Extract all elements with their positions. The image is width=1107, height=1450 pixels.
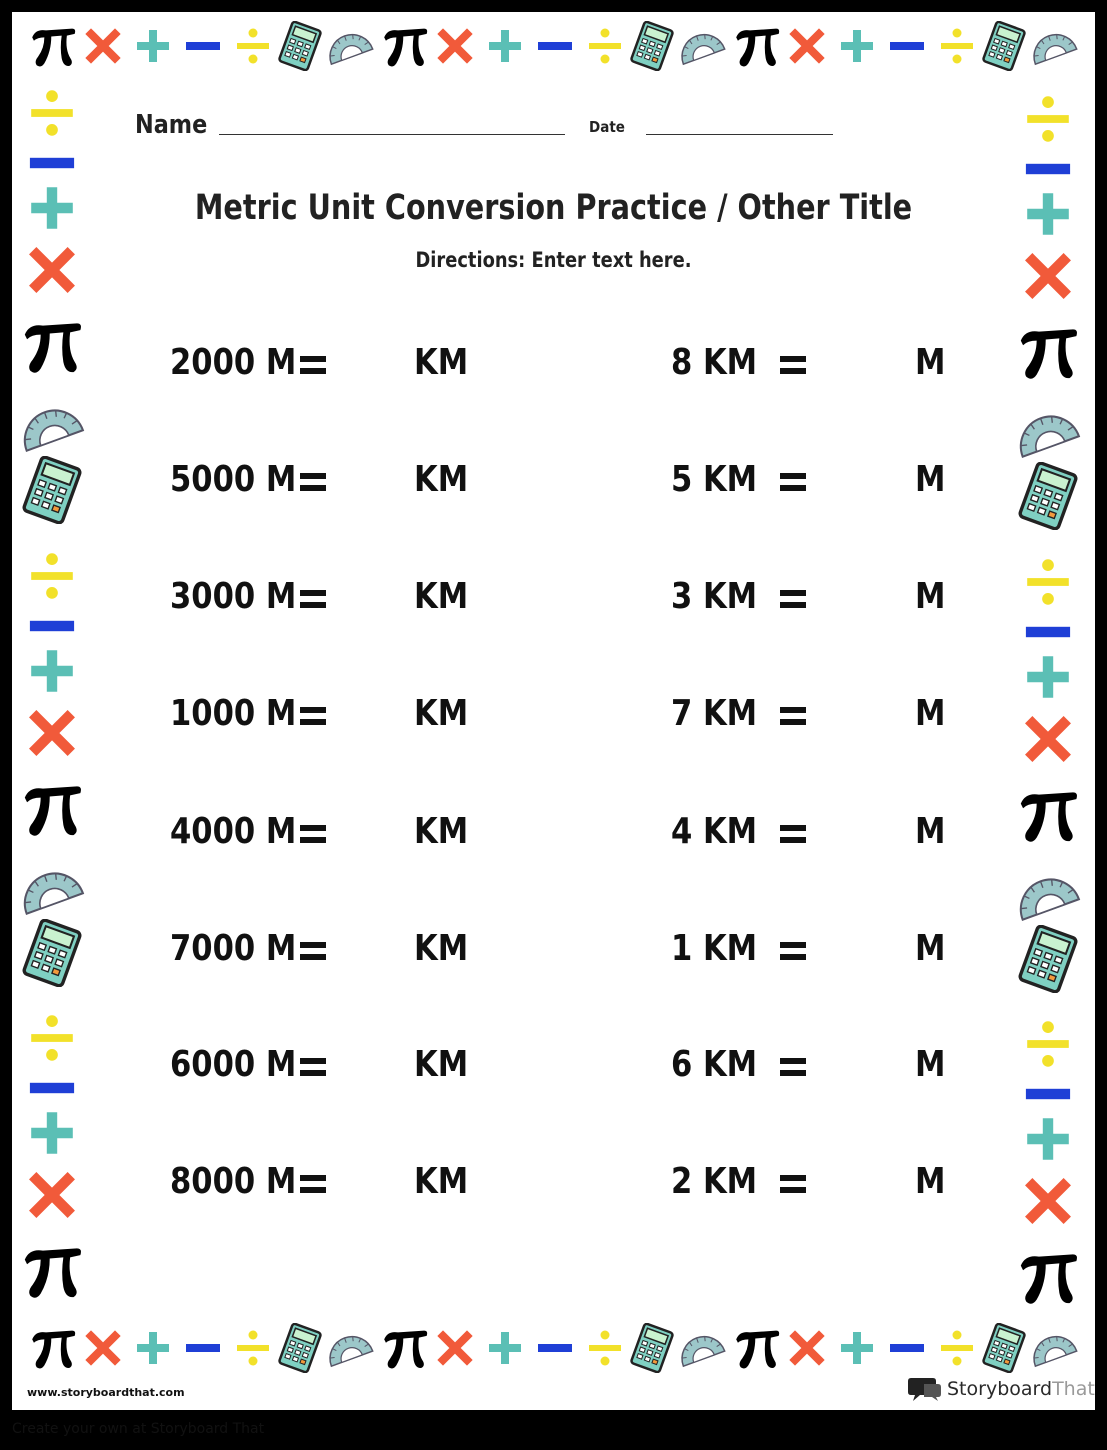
left-given-value: 7000 M	[170, 928, 297, 969]
brand-story: Storyboard	[947, 1378, 1053, 1400]
times-icon	[1022, 250, 1074, 302]
calculator-icon	[275, 21, 325, 71]
date-line	[646, 134, 833, 135]
storyboardthat-logo	[908, 1374, 1095, 1404]
left-target-unit: KM	[414, 811, 469, 852]
calculator-icon	[18, 919, 86, 987]
equals-sign	[300, 707, 326, 725]
right-given-value: 1 KM	[671, 928, 758, 969]
calculator-icon	[1014, 925, 1082, 993]
times-icon	[1022, 1175, 1074, 1227]
minus-icon	[535, 1328, 575, 1368]
times-icon	[26, 707, 78, 759]
calculator-icon	[1014, 462, 1082, 530]
left-given-value: 2000 M	[170, 342, 297, 383]
equals-sign	[780, 473, 806, 491]
name-line	[219, 134, 565, 135]
divide-icon	[1022, 1018, 1074, 1070]
footer-caption: Create your own at Storyboard That	[12, 1421, 265, 1437]
plus-icon	[26, 1107, 78, 1159]
calculator-icon	[275, 1323, 325, 1373]
equals-sign	[780, 942, 806, 960]
left-target-unit: KM	[414, 928, 469, 969]
protractor-icon	[325, 1323, 375, 1373]
date-label: Date	[589, 118, 625, 136]
plus-icon	[133, 1328, 173, 1368]
right-given-value: 2 KM	[671, 1161, 758, 1202]
pi-icon	[731, 20, 783, 72]
protractor-icon	[1029, 1323, 1079, 1373]
pi-icon	[1014, 318, 1082, 386]
pi-icon	[1014, 1243, 1082, 1311]
pi-icon	[27, 1322, 79, 1374]
divide-icon	[937, 1328, 977, 1368]
left-given-value: 5000 M	[170, 459, 297, 500]
divide-icon	[26, 550, 78, 602]
worksheet-page	[12, 12, 1095, 1410]
pi-icon	[18, 312, 86, 380]
worksheet-directions: Directions: Enter text here.	[415, 248, 692, 272]
equals-sign	[780, 1058, 806, 1076]
times-icon	[435, 1328, 475, 1368]
left-target-unit: KM	[414, 1044, 469, 1085]
equals-sign	[300, 825, 326, 843]
calculator-icon	[627, 1323, 677, 1373]
divide-icon	[26, 87, 78, 139]
protractor-icon	[325, 21, 375, 71]
protractor-icon	[1014, 861, 1082, 929]
left-given-value: 6000 M	[170, 1044, 297, 1085]
plus-icon	[837, 1328, 877, 1368]
plus-icon	[837, 26, 877, 66]
times-icon	[787, 1328, 827, 1368]
right-target-unit: M	[915, 928, 946, 969]
right-given-value: 4 KM	[671, 811, 758, 852]
protractor-icon	[1029, 21, 1079, 71]
right-target-unit: M	[915, 1161, 946, 1202]
divide-icon	[233, 26, 273, 66]
minus-icon	[535, 26, 575, 66]
minus-icon	[183, 1328, 223, 1368]
pi-icon	[27, 20, 79, 72]
plus-icon	[1022, 188, 1074, 240]
times-icon	[83, 1328, 123, 1368]
right-target-unit: M	[915, 1044, 946, 1085]
equals-sign	[780, 356, 806, 374]
left-given-value: 1000 M	[170, 693, 297, 734]
equals-sign	[300, 356, 326, 374]
equals-sign	[300, 1058, 326, 1076]
brand-that: That	[1052, 1378, 1095, 1400]
worksheet-title: Metric Unit Conversion Practice / Other Title	[194, 188, 913, 228]
equals-sign	[780, 707, 806, 725]
divide-icon	[937, 26, 977, 66]
divide-icon	[585, 1328, 625, 1368]
divide-icon	[26, 1012, 78, 1064]
pi-icon	[379, 20, 431, 72]
protractor-icon	[18, 855, 86, 923]
minus-icon	[887, 26, 927, 66]
right-target-unit: M	[915, 811, 946, 852]
minus-icon	[183, 26, 223, 66]
protractor-icon	[677, 1323, 727, 1373]
pi-icon	[18, 775, 86, 843]
plus-icon	[26, 182, 78, 234]
plus-icon	[133, 26, 173, 66]
divide-icon	[1022, 556, 1074, 608]
left-given-value: 3000 M	[170, 576, 297, 617]
left-target-unit: KM	[414, 1161, 469, 1202]
pi-icon	[18, 1237, 86, 1305]
storyboardthat-url: www.storyboardthat.com	[27, 1386, 185, 1399]
divide-icon	[1022, 93, 1074, 145]
right-target-unit: M	[915, 342, 946, 383]
protractor-icon	[18, 392, 86, 460]
equals-sign	[300, 590, 326, 608]
plus-icon	[26, 645, 78, 697]
protractor-icon	[677, 21, 727, 71]
times-icon	[26, 1169, 78, 1221]
equals-sign	[780, 825, 806, 843]
equals-sign	[300, 473, 326, 491]
divide-icon	[585, 26, 625, 66]
right-target-unit: M	[915, 459, 946, 500]
calculator-icon	[627, 21, 677, 71]
left-target-unit: KM	[414, 342, 469, 383]
left-target-unit: KM	[414, 576, 469, 617]
equals-sign	[780, 1175, 806, 1193]
minus-icon	[887, 1328, 927, 1368]
pi-icon	[1014, 781, 1082, 849]
right-target-unit: M	[915, 576, 946, 617]
right-target-unit: M	[915, 693, 946, 734]
left-target-unit: KM	[414, 459, 469, 500]
calculator-icon	[18, 456, 86, 524]
times-icon	[787, 26, 827, 66]
pi-icon	[731, 1322, 783, 1374]
equals-sign	[300, 942, 326, 960]
protractor-icon	[1014, 398, 1082, 466]
right-given-value: 7 KM	[671, 693, 758, 734]
left-given-value: 4000 M	[170, 811, 297, 852]
times-icon	[83, 26, 123, 66]
left-target-unit: KM	[414, 693, 469, 734]
right-given-value: 5 KM	[671, 459, 758, 500]
divide-icon	[233, 1328, 273, 1368]
right-given-value: 8 KM	[671, 342, 758, 383]
equals-sign	[300, 1175, 326, 1193]
equals-sign	[780, 590, 806, 608]
left-given-value: 8000 M	[170, 1161, 297, 1202]
pi-icon	[379, 1322, 431, 1374]
times-icon	[435, 26, 475, 66]
name-label: Name	[135, 110, 208, 140]
speech-bubble-icon	[908, 1376, 942, 1402]
plus-icon	[1022, 1113, 1074, 1165]
plus-icon	[485, 26, 525, 66]
plus-icon	[1022, 651, 1074, 703]
right-given-value: 3 KM	[671, 576, 758, 617]
plus-icon	[485, 1328, 525, 1368]
right-given-value: 6 KM	[671, 1044, 758, 1085]
times-icon	[1022, 713, 1074, 765]
calculator-icon	[979, 1323, 1029, 1373]
calculator-icon	[979, 21, 1029, 71]
times-icon	[26, 244, 78, 296]
